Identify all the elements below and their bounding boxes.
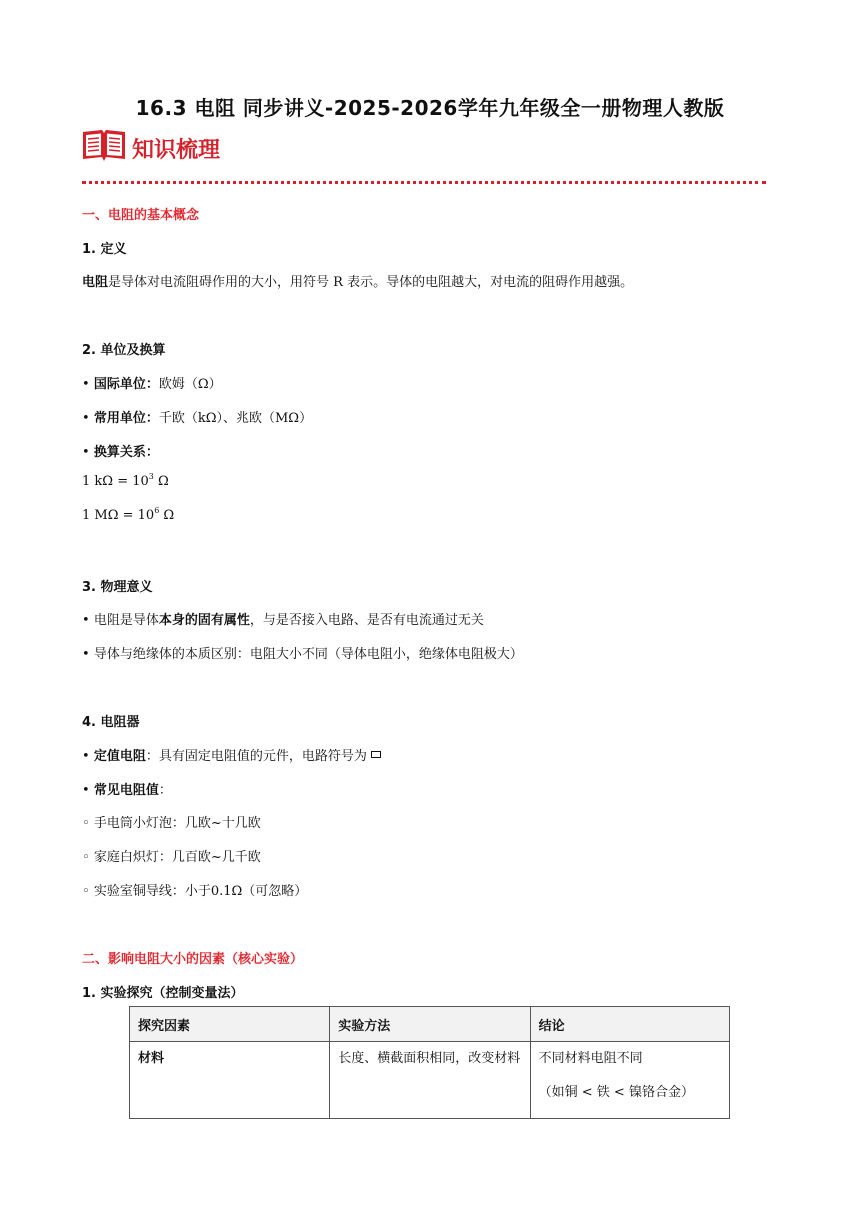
term-bold: 电阻 <box>82 275 109 290</box>
table-cell <box>130 1042 330 1119</box>
section-heading: 一、电阻的基本概念 <box>82 208 200 223</box>
bullet-value: 千欧（kΩ）、兆欧（MΩ） <box>158 411 313 426</box>
bullet-label: 换算关系： <box>93 445 159 460</box>
bullet-label: 国际单位： <box>93 377 159 392</box>
bullet-label: 常见电阻值 <box>93 783 159 798</box>
sub-bullet-text: 家庭白炽灯：几百欧~几千欧 <box>93 850 261 865</box>
bullet-text: 导体与绝缘体的本质区别：电阻大小不同（导体电阻小，绝缘体电阻极大） <box>93 647 523 662</box>
bullet-label: 常用单位： <box>93 411 159 426</box>
document-title: 16.3 电阻 同步讲义-2025-2026学年九年级全一册物理人教版 <box>135 96 725 120</box>
conclusion-line: （如铜 < 铁 < 镍铬合金） <box>538 1085 694 1100</box>
sub-bullet-text: 实验室铜导线：小于0.1Ω（可忽略） <box>93 884 308 899</box>
equation-unit: Ω <box>153 474 169 489</box>
banner-label: 知识梳理 <box>132 137 221 163</box>
experiment-table <box>129 1006 730 1119</box>
equation-lhs: 1 kΩ = 10 <box>82 474 149 489</box>
equation <box>82 474 169 489</box>
bullet-text: ，与是否接入电路、是否有电流通过无关 <box>249 613 484 628</box>
column-header: 探究因素 <box>130 1007 330 1042</box>
table-header-row <box>130 1007 730 1042</box>
table-row <box>130 1042 730 1119</box>
sub-bullet-item: ◦ 实验室铜导线：小于0.1Ω（可忽略） <box>82 884 308 899</box>
open-book-icon <box>80 126 128 170</box>
bullet-text: ：具有固定电阻值的元件，电路符号为 <box>145 749 367 764</box>
definition-text <box>82 271 633 290</box>
bullet-item: • 导体与绝缘体的本质区别：电阻大小不同（导体电阻小，绝缘体电阻极大） <box>82 647 523 662</box>
subsection-heading: 3. 物理意义 <box>82 580 153 595</box>
sub-bullet-text: 手电筒小灯泡：几欧~十几欧 <box>93 816 261 831</box>
factor-cell-text: 材料 <box>138 1051 165 1066</box>
sub-bullet-item: ◦ 手电筒小灯泡：几欧~十几欧 <box>82 816 261 831</box>
knowledge-banner <box>80 128 220 168</box>
bullet-emphasis: 本身的固有属性 <box>158 613 250 628</box>
equation-unit: Ω <box>159 508 175 523</box>
sub-bullet-item: ◦ 家庭白炽灯：几百欧~几千欧 <box>82 850 261 865</box>
subsection-heading: 1. 定义 <box>82 242 127 257</box>
subsection-heading: 1. 实验探究（控制变量法） <box>82 986 244 1001</box>
section-heading: 二、影响电阻大小的因素（核心实验） <box>82 952 304 967</box>
bullet-item: • 常用单位：千欧（kΩ）、兆欧（MΩ） <box>82 411 313 426</box>
table-cell <box>330 1042 530 1119</box>
bullet-item: • 常见电阻值： <box>82 783 172 798</box>
table-cell <box>530 1042 729 1119</box>
bullet-colon: ： <box>158 783 172 798</box>
resistor-symbol-icon <box>371 751 381 758</box>
method-cell-text: 长度、横截面积相同，改变材料 <box>338 1051 521 1066</box>
bullet-value: 欧姆（Ω） <box>158 377 222 392</box>
column-header: 结论 <box>530 1007 729 1042</box>
equation-exponent: 6 <box>154 506 160 515</box>
definition-body: 是导体对电流阻碍作用的大小，用符号 R 表示。导体的电阻越大，对电流的阻碍作用越强。 <box>108 275 634 290</box>
subsection-heading: 2. 单位及换算 <box>82 343 166 358</box>
equation <box>82 508 174 523</box>
bullet-item: • 电阻是导体本身的固有属性，与是否接入电路、是否有电流通过无关 <box>82 613 484 628</box>
bullet-item: • 换算关系： <box>82 445 159 460</box>
bullet-text: 电阻是导体 <box>93 613 159 628</box>
subsection-heading: 4. 电阻器 <box>82 715 140 730</box>
bullet-item: • 定值电阻：具有固定电阻值的元件，电路符号为 <box>82 745 381 764</box>
equation-exponent: 3 <box>148 472 154 481</box>
bullet-item: • 国际单位：欧姆（Ω） <box>82 377 222 392</box>
equation-lhs: 1 MΩ = 10 <box>82 508 155 523</box>
column-header: 实验方法 <box>330 1007 530 1042</box>
bullet-label: 定值电阻 <box>93 749 146 764</box>
conclusion-line: 不同材料电阻不同 <box>538 1051 643 1066</box>
dotted-divider <box>82 181 766 184</box>
